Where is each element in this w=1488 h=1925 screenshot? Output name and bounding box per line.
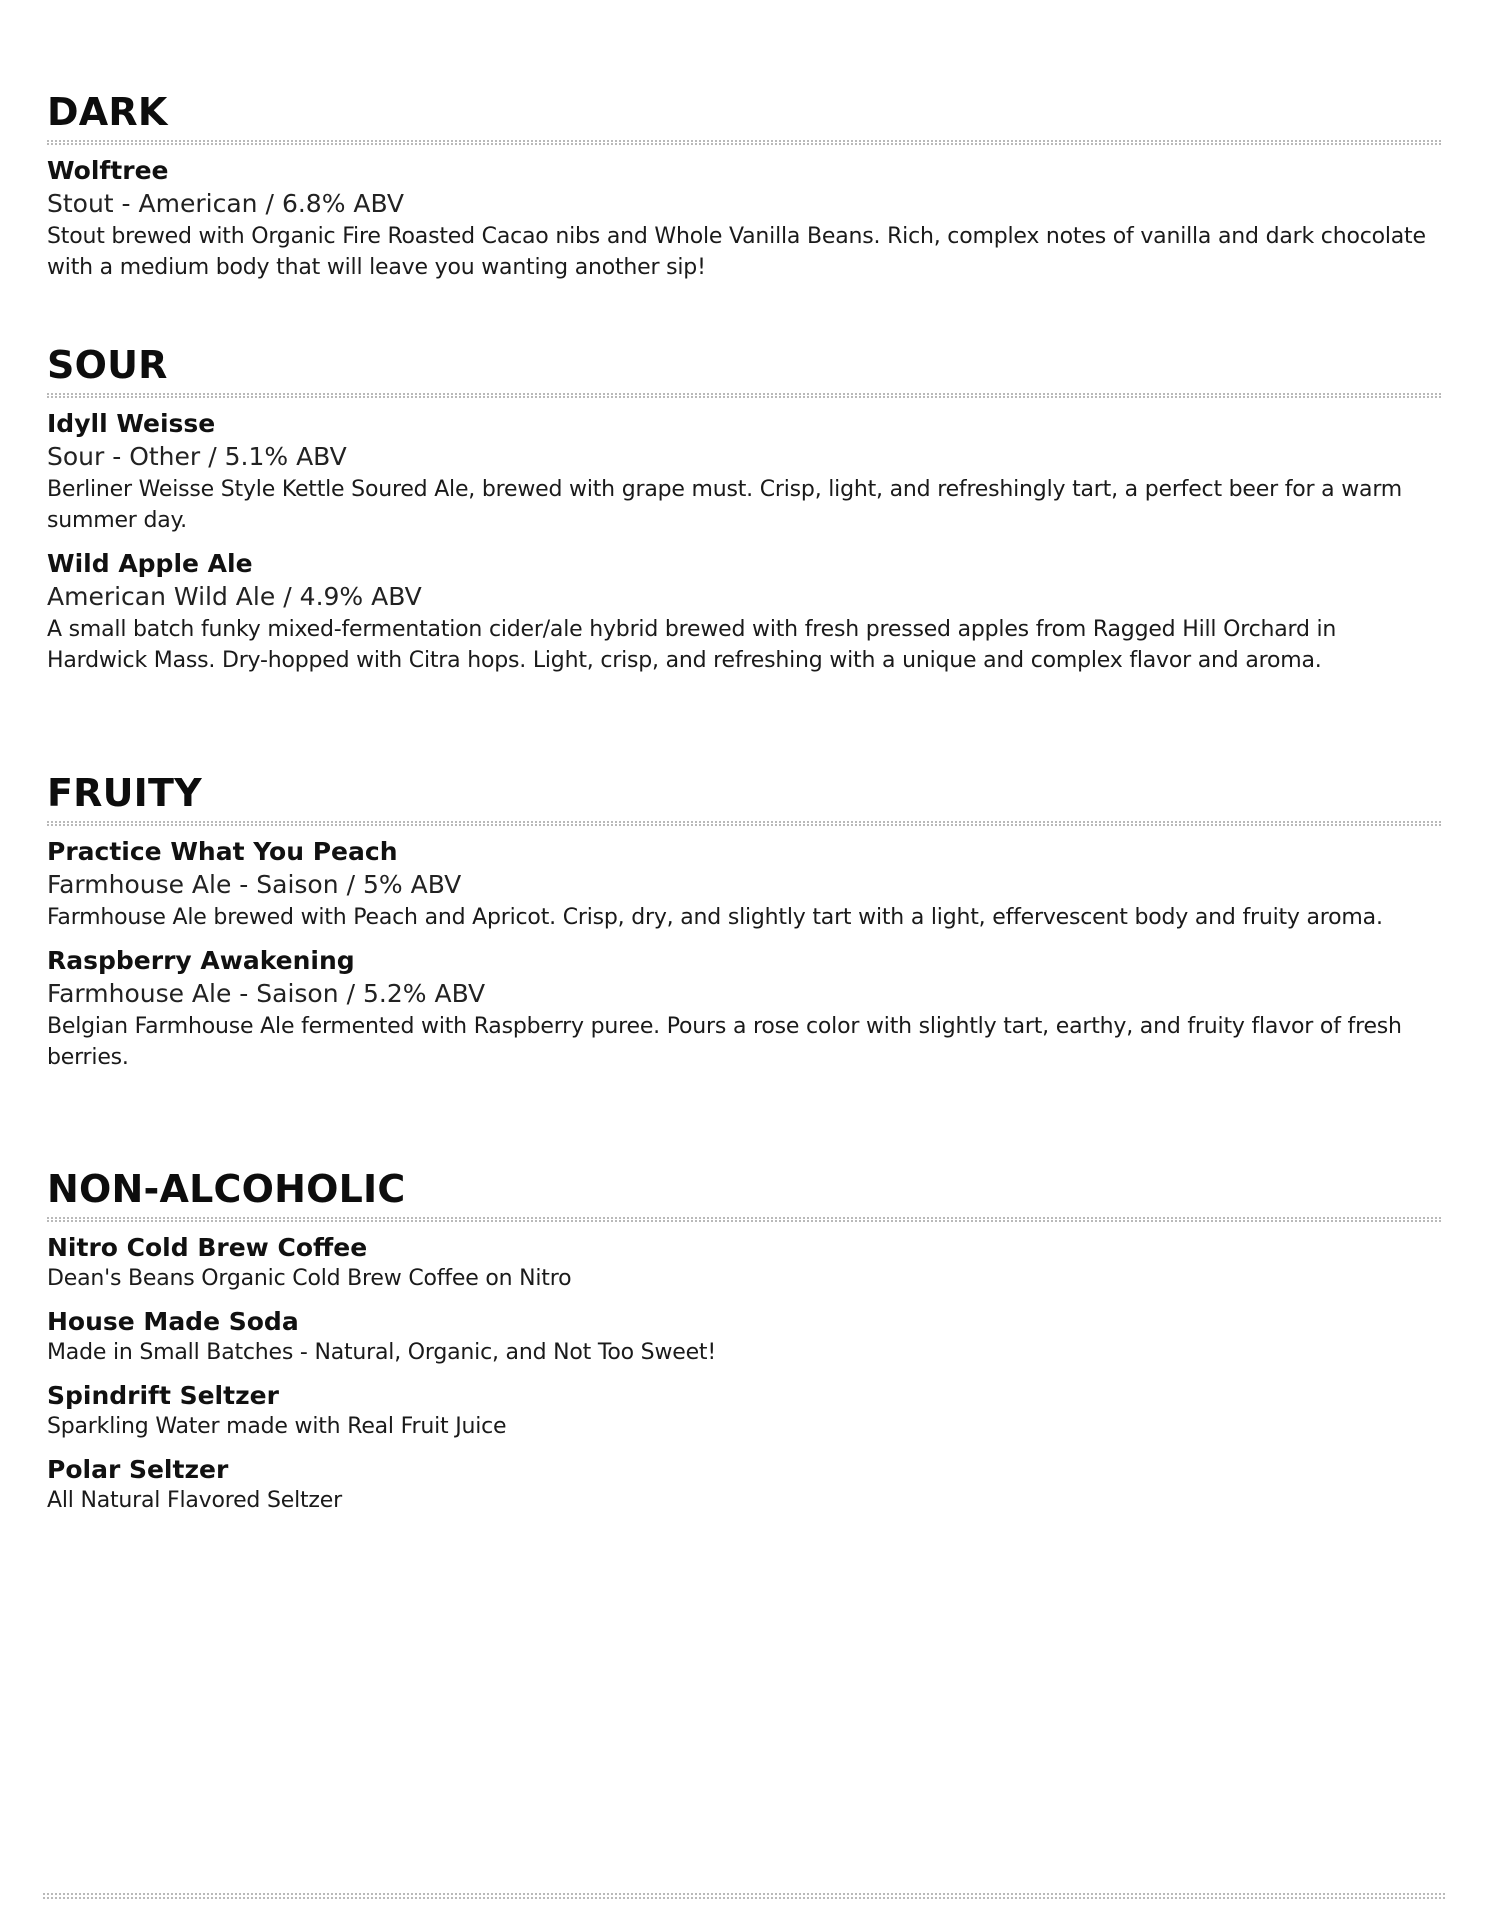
item-style: Farmhouse Ale - Saison bbox=[47, 979, 339, 1008]
separator: / bbox=[346, 979, 356, 1008]
item-abv: 5.1% ABV bbox=[224, 442, 347, 471]
item-name: Polar Seltzer bbox=[47, 1455, 229, 1484]
footer-divider-line bbox=[43, 1897, 1446, 1899]
item-style-line bbox=[47, 440, 1442, 474]
section-sour bbox=[47, 343, 1442, 688]
item-name: Raspberry Awakening bbox=[47, 946, 355, 975]
item-description: Belgian Farmhouse Ale fermented with Raspberry puree. Pours a rose color with slightly tart, earthy, and fruity flavor of fresh berries. bbox=[47, 1014, 1402, 1070]
item-description: All Natural Flavored Seltzer bbox=[47, 1488, 342, 1513]
menu-item bbox=[47, 1454, 1442, 1516]
item-description: Made in Small Batches - Natural, Organic, and Not Too Sweet! bbox=[47, 1340, 716, 1365]
section-divider bbox=[47, 821, 1442, 826]
item-description: Berliner Weisse Style Kettle Soured Ale, brewed with grape must. Crisp, light, and refreshingly tart, a perfect beer for a warm summer day. bbox=[47, 477, 1403, 533]
section-title: NON-ALCOHOLIC bbox=[47, 1167, 406, 1211]
item-name: Practice What You Peach bbox=[47, 837, 398, 866]
separator: / bbox=[265, 189, 274, 218]
item-style: Farmhouse Ale - Saison bbox=[47, 870, 339, 899]
item-name: House Made Soda bbox=[47, 1307, 299, 1336]
item-name: Wild Apple Ale bbox=[47, 549, 253, 578]
section-title: FRUITY bbox=[47, 771, 202, 815]
item-description: Sparkling Water made with Real Fruit Juice bbox=[47, 1414, 507, 1439]
menu-item bbox=[47, 155, 1442, 283]
menu-item bbox=[47, 548, 1442, 676]
separator: / bbox=[283, 582, 292, 611]
section-divider bbox=[47, 1217, 1442, 1222]
item-description: Stout brewed with Organic Fire Roasted Cacao nibs and Whole Vanilla Beans. Rich, complex notes of vanilla and dark chocolate with a medium body that will leave you wanting another sip! bbox=[47, 224, 1426, 280]
footer-divider bbox=[43, 1893, 1446, 1901]
section-title: SOUR bbox=[47, 343, 168, 387]
separator: / bbox=[208, 442, 217, 471]
item-style-line bbox=[47, 977, 1442, 1011]
item-description: Farmhouse Ale brewed with Peach and Apricot. Crisp, dry, and slightly tart with a light, effervescent body and fruity aroma. bbox=[47, 905, 1383, 930]
item-name: Spindrift Seltzer bbox=[47, 1381, 279, 1410]
item-style: Stout - American bbox=[47, 189, 258, 218]
item-name: Wolftree bbox=[47, 156, 169, 185]
item-abv: 5.2% ABV bbox=[363, 979, 486, 1008]
section-title: DARK bbox=[47, 90, 168, 134]
menu-item bbox=[47, 1306, 1442, 1368]
section-fruity bbox=[47, 771, 1442, 1085]
item-name: Nitro Cold Brew Coffee bbox=[47, 1233, 368, 1262]
menu-item bbox=[47, 1380, 1442, 1442]
section-dark bbox=[47, 90, 1442, 295]
item-abv: 6.8% ABV bbox=[281, 189, 404, 218]
menu-item bbox=[47, 836, 1442, 933]
item-style-line bbox=[47, 580, 1442, 614]
menu-item bbox=[47, 945, 1442, 1073]
separator: / bbox=[346, 870, 356, 899]
section-non-alcoholic bbox=[47, 1167, 1442, 1528]
item-abv: 5% ABV bbox=[363, 870, 462, 899]
item-style-line bbox=[47, 868, 1442, 902]
item-description: A small batch funky mixed-fermentation cider/ale hybrid brewed with fresh pressed apples from Ragged Hill Orchard in Hardwick Mass. Dry-hopped with Citra hops. Light, crisp, and refreshing with a unique and complex flavor and aroma. bbox=[47, 617, 1337, 673]
item-abv: 4.9% ABV bbox=[299, 582, 422, 611]
menu-item bbox=[47, 1232, 1442, 1294]
item-description: Dean's Beans Organic Cold Brew Coffee on Nitro bbox=[47, 1266, 572, 1291]
section-divider bbox=[47, 140, 1442, 145]
item-style: Sour - Other bbox=[47, 442, 201, 471]
section-divider bbox=[47, 393, 1442, 398]
footer-divider-line bbox=[43, 1893, 1446, 1895]
item-style-line bbox=[47, 187, 1442, 221]
item-name: Idyll Weisse bbox=[47, 409, 216, 438]
menu-item bbox=[47, 408, 1442, 536]
item-style: American Wild Ale bbox=[47, 582, 276, 611]
